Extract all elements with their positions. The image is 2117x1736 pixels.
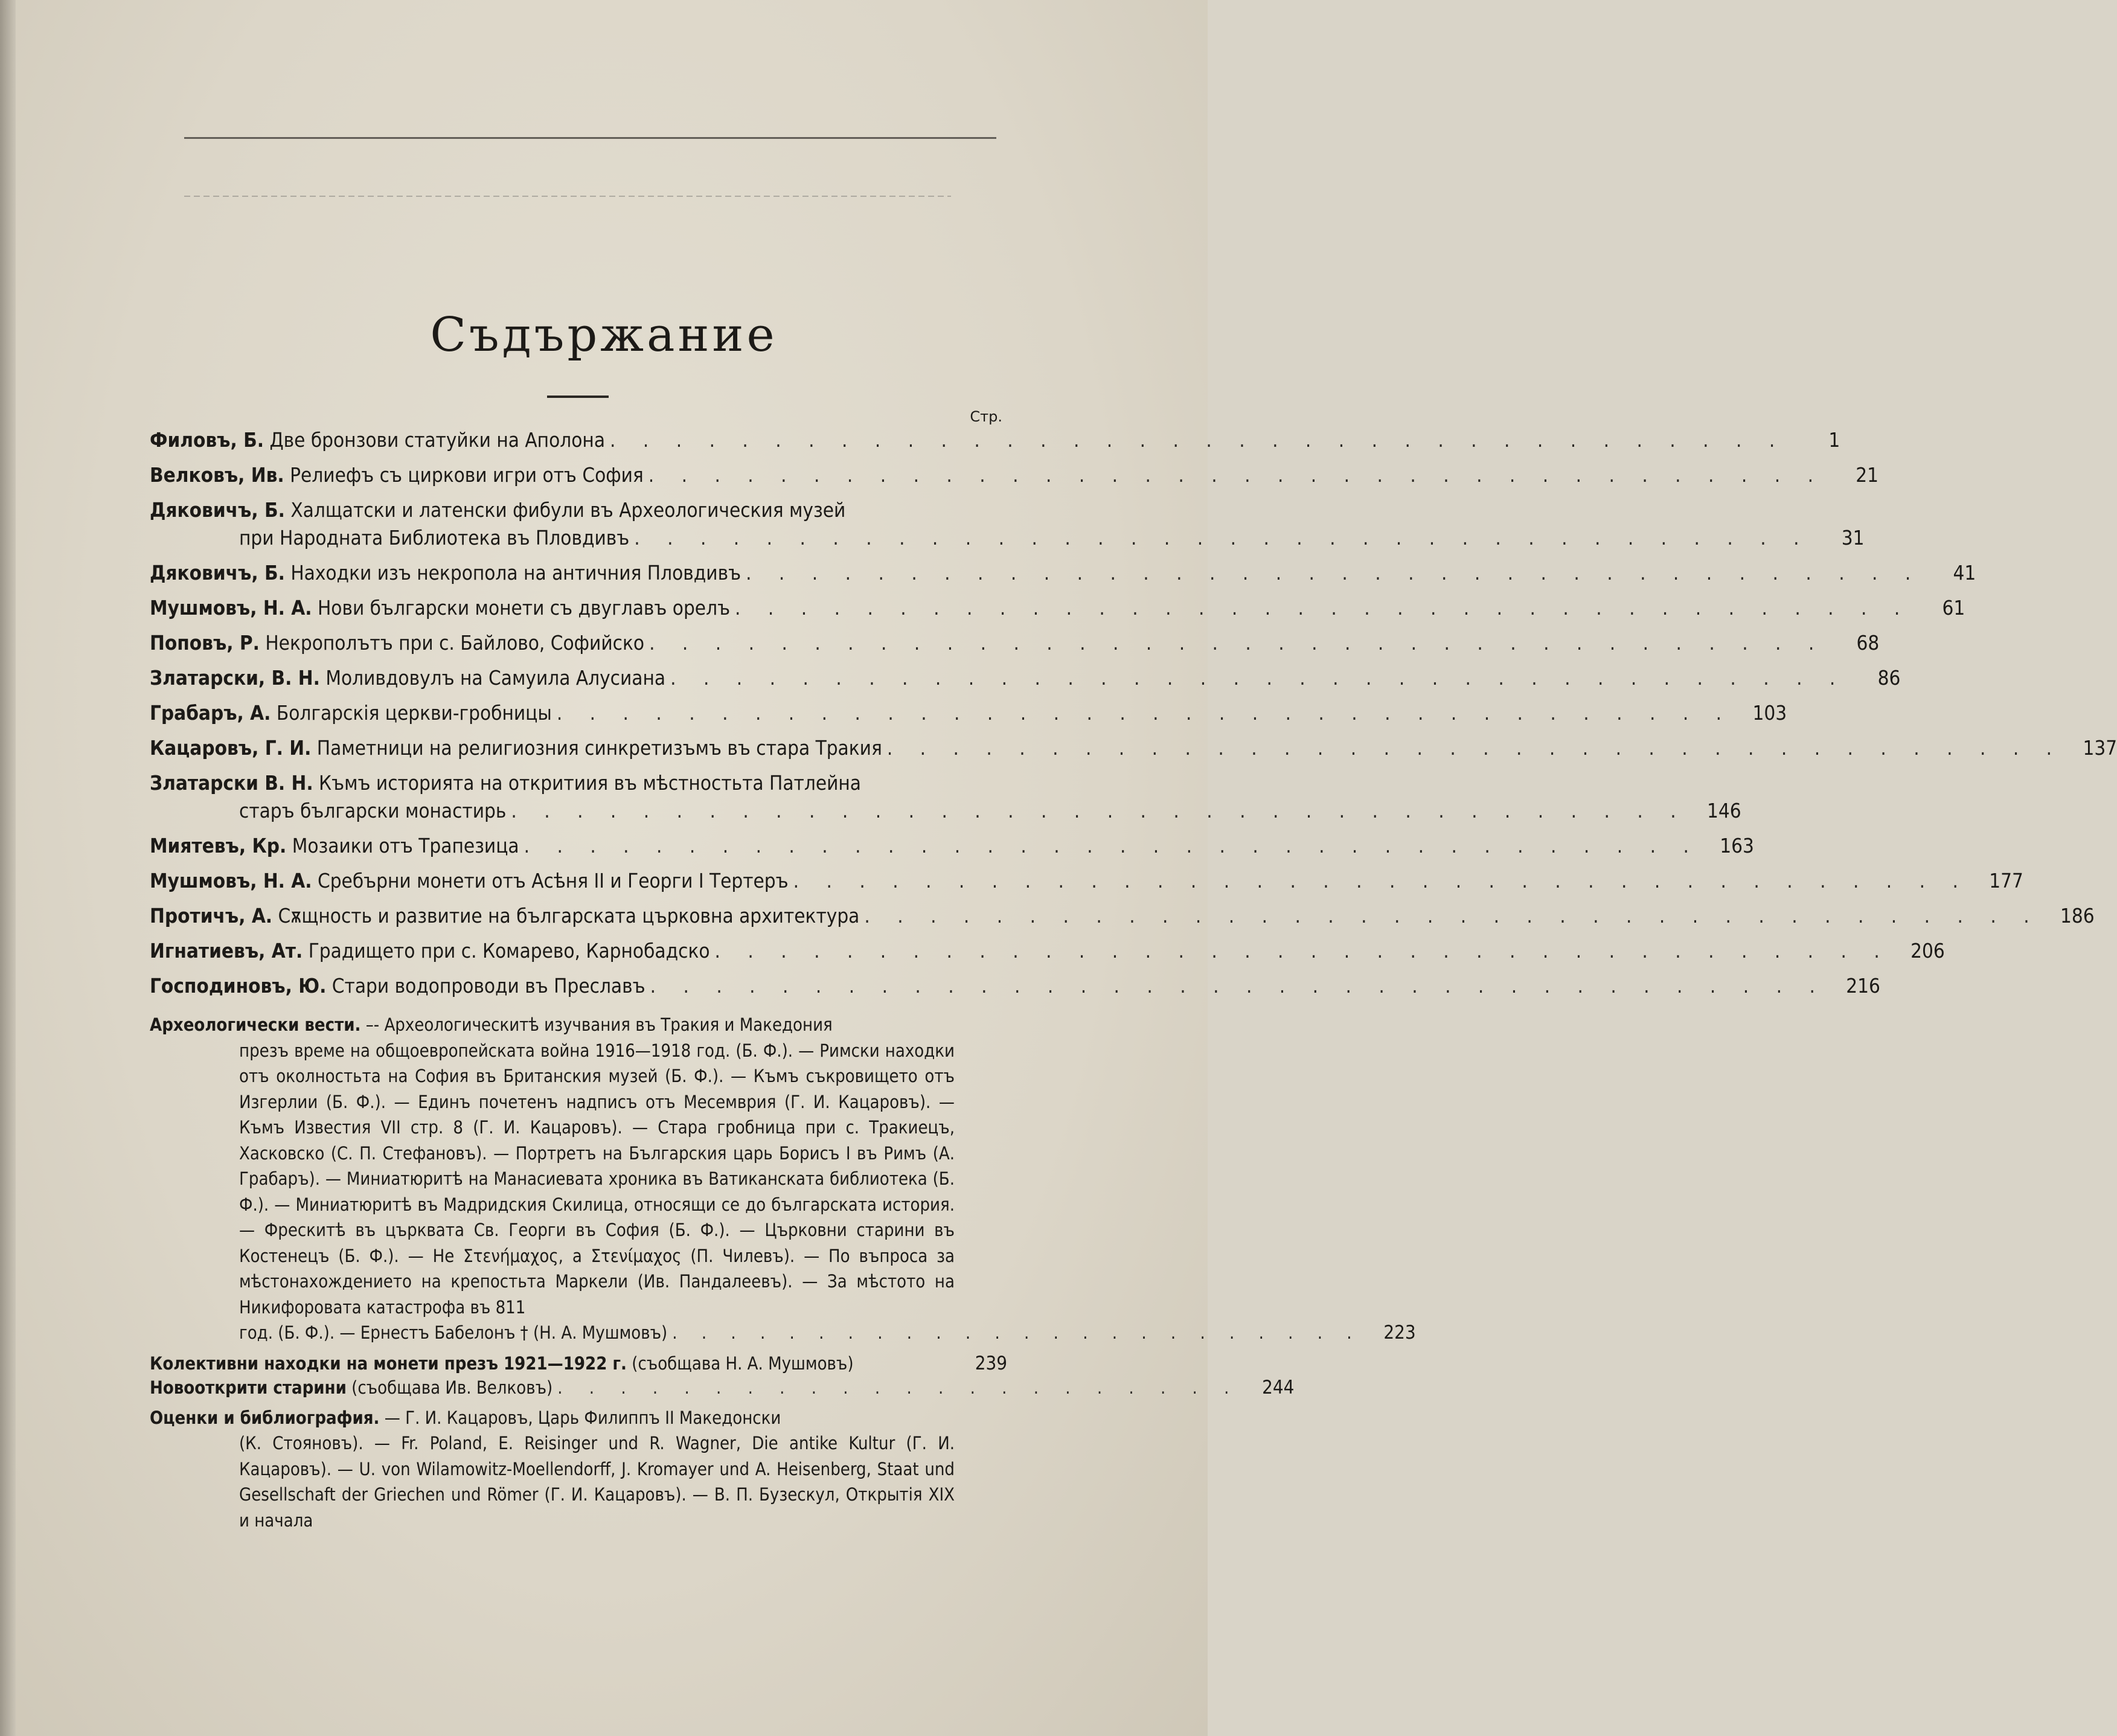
dot-leader: . . . . . . . . . . . . . . . . . . . . . . . . . . . . . . . . . . . . (714, 939, 1891, 962)
toc-entry (150, 559, 1976, 587)
news-first-line: –- Археологическитѣ изучвания въ Тракия и Македония (365, 1014, 833, 1035)
toc-author: Поповъ, Р. (150, 631, 260, 655)
dot-leader: . . . . . . . . . . . . . . . . . . . . . . . . . . . . . . . . . . . . (886, 736, 2063, 760)
page-column-label: Стр. (970, 408, 1002, 425)
dot-leader: . . . . . . . . . . . . . . . . . . . . . . . . . . . . . . . . . . . . (511, 799, 1687, 822)
toc-title-continued: старъ български монастирь (239, 799, 507, 822)
toc-entry (150, 461, 1879, 489)
toc-entry (150, 769, 1741, 825)
toc-title: Некрополътъ при с. Байлово, Софийско (265, 631, 645, 655)
toc-title: Нови български монети съ двуглавъ орелъ (317, 596, 731, 620)
toc-entry (150, 629, 1880, 657)
toc-entry (150, 902, 2095, 930)
toc-title: Сѫщность и развитие на българската църковна архитектура (278, 904, 860, 927)
toc-entry (150, 664, 1901, 692)
news-section (150, 1012, 1416, 1346)
toc-title: Халщатски и латенски фибули въ Археологическия музей (290, 498, 846, 522)
toc-author: Дяковичъ, Б. (150, 498, 285, 522)
toc-entry (150, 937, 1945, 965)
entry-gap (150, 930, 1007, 937)
dot-leader: . . . . . . . . . . . . . . . . . . . . . . . . . . . . . . . . . . . . (735, 596, 1911, 620)
table-of-contents (150, 426, 2117, 1533)
entry-gap (150, 622, 1007, 629)
toc-page-number: 163 (1720, 834, 1754, 857)
toc-title: Моливдовулъ на Самуила Алусиана (325, 666, 666, 690)
toc-title: Къмъ историята на откритиия въ мѣстностьта Патлейна (319, 771, 861, 795)
toc-author: Мушмовъ, Н. А. (150, 596, 312, 620)
entry-gap (150, 762, 1007, 769)
toc-page-number: 21 (1856, 463, 1879, 487)
dot-leader: . . . . . . . . . . . . . . . . . . . . . . . . . . . . . . . . . . . . (650, 974, 1826, 998)
finds-entry (150, 1374, 1295, 1401)
header-rule-faint (184, 196, 951, 197)
entry-gap (150, 825, 1007, 832)
entry-gap (150, 727, 1007, 734)
toc-author: Дяковичъ, Б. (150, 561, 285, 585)
toc-author: Мушмовъ, Н. А. (150, 869, 312, 892)
news-page: 223 (1383, 1322, 1416, 1344)
entry-gap (150, 454, 1007, 461)
toc-author: Господиновъ, Ю. (150, 974, 327, 998)
dot-leader: . . . . . . . . . . . . . . . . . . . . . . . . . . . . . . . . . . . . (670, 666, 1846, 690)
toc-page-number: 68 (1856, 631, 1880, 655)
toc-page-number: 1 (1828, 428, 1840, 452)
dot-leader: . . . . . . . . . . . . . . . . . . . . . . . . (672, 1322, 1362, 1343)
toc-entry (150, 496, 1865, 552)
toc-entries (150, 426, 2117, 1007)
hoards-heading: Колективни находки на монети презъ 1921—1922 г. (150, 1353, 627, 1374)
toc-page-number: 216 (1846, 974, 1880, 998)
entry-gap (150, 965, 1007, 972)
toc-page-number: 206 (1910, 939, 1945, 962)
entry-gap (150, 657, 1007, 664)
finds-note: (съобщава Ив. Велковъ) (351, 1377, 553, 1398)
news-body: презъ време на общоевропейската война 1916—1918 год. (Б. Ф.). — Римски находки отъ околностьта на София въ Британския музей (Б. Ф.). — Къмъ съкровището отъ Изгерлии (Б. Ф.). — Единъ почетенъ надписъ отъ Месемврия (Г. И. Кацаровъ). — Къмъ Известия VII стр. 8 (Г. И. Кацаровъ). — Стара гробница при с. Тракиецъ, Хасковско (С. П. Стефановъ). — Портретъ на Българския царь Борисъ I въ Римъ (А. Грабаръ). — Миниатюритѣ на Манасиевата хроника въ Ватиканската библиотека (Б. Ф.). — Миниатюритѣ въ Мадридския Скилица, относящи се до българската история. — Фрескитѣ въ църквата Св. Георги въ София (Б. Ф.). — Църковни старини въ Костенецъ (Б. Ф.). — Не Στενήμαχος, а Στενίμαχος (П. Чилевъ). — По въпроса за мѣстонахождението на крепостьта Маркели (Ив. Пандалеевъ). — За мѣстото на Никифоровата катастрофа въ 811 (239, 1040, 955, 1318)
toc-page-number: 146 (1706, 799, 1741, 822)
toc-entry (150, 832, 1754, 860)
entry-gap (150, 552, 1007, 559)
toc-title: Мозаики отъ Трапезица (292, 834, 519, 857)
toc-author: Кацаровъ, Г. И. (150, 736, 312, 760)
toc-author: Игнатиевъ, Ат. (150, 939, 303, 962)
news-last-line: год. (Б. Ф.). — Ернестъ Бабелонъ † (Н. А. Мушмовъ) (239, 1322, 668, 1343)
entry-gap (150, 860, 1007, 867)
toc-page-number: 86 (1877, 666, 1901, 690)
hoards-page: 239 (975, 1352, 1007, 1374)
toc-title-continued: при Народната Библиотека въ Пловдивъ (239, 526, 630, 549)
toc-title: Релиефъ съ циркови игри отъ София (290, 463, 644, 487)
toc-title: Болгарскія церкви-гробницы (276, 701, 552, 725)
title-rule (547, 396, 609, 398)
toc-author: Филовъ, Б. (150, 428, 264, 452)
entry-gap (150, 489, 1007, 496)
toc-entry (150, 734, 2117, 762)
reviews-first-line: — Г. И. Кацаровъ, Царь Филиппъ II Македонски (384, 1407, 781, 1428)
reviews-heading: Оценки и библиография. (150, 1407, 380, 1428)
reviews-section (150, 1405, 1007, 1534)
toc-author: Грабаръ, А. (150, 701, 271, 725)
toc-author: Протичъ, А. (150, 904, 273, 927)
entry-gap (150, 1000, 1007, 1007)
dot-leader: . . . . . . . . . . . . . . . . . . . . . . (557, 1377, 1240, 1398)
news-heading: Археологически вести. (150, 1014, 361, 1035)
toc-title: Сребърни монети отъ Асѣня II и Георги I Тертеръ (317, 869, 789, 892)
dot-leader: . . . . . . . . . . . . . . . . . . . . . . . . . . . . . . . . . . . . (746, 561, 1922, 585)
page-edge-shadow (0, 0, 16, 1736)
toc-author: Миятевъ, Кр. (150, 834, 287, 857)
reviews-body: (К. Стояновъ). — Fr. Poland, E. Reisinger und R. Wagner, Die antike Kultur (Г. И. Кацаровъ). — U. von Wilamowitz-Moellendorff, J. Kromayer und A. Heisenberg, Staat und Gesellschaft der Griechen und Römer (Г. И. Кацаровъ). — В. П. Бузескул, Открытія XIX и начала (239, 1433, 955, 1531)
toc-title: Градището при с. Комарево, Карнобадско (308, 939, 710, 962)
toc-page-number: 186 (2060, 904, 2095, 927)
toc-page-number: 61 (1942, 596, 1965, 620)
entry-gap (150, 895, 1007, 902)
toc-page-number: 103 (1752, 701, 1787, 725)
page-title: Съдържание (430, 308, 778, 362)
toc-page-number: 177 (1989, 869, 2023, 892)
toc-page-number: 41 (1953, 561, 1976, 585)
hoards-note: (съобщава Н. А. Мушмовъ) (632, 1353, 854, 1374)
toc-entry (150, 699, 1787, 727)
dot-leader: . . . . . . . . . . . . . . . . . . . . . . . . . . . . . . . . . . . . (524, 834, 1700, 857)
dot-leader: . . . . . . . . . . . . . . . . . . . . . . . . . . . . . . . . . . . . (793, 869, 1969, 892)
toc-author: Златарски В. Н. (150, 771, 313, 795)
entry-gap (150, 692, 1007, 699)
finds-page: 244 (1262, 1376, 1295, 1398)
toc-title: Находки изъ некропола на античния Пловдивъ (290, 561, 741, 585)
toc-entry (150, 426, 1840, 454)
dot-leader: . . . . . . . . . . . . . . . . . . . . . . . . . . . . . . . . . . . . (649, 631, 1825, 655)
dot-leader: . . . . . . . . . . . . . . . . . . . . . . . . . . . . . . . . . . . . (610, 428, 1786, 452)
toc-title: Стари водопроводи въ Преславъ (331, 974, 645, 998)
toc-entry (150, 972, 1880, 1000)
finds-heading: Новооткрити старини (150, 1377, 347, 1398)
toc-page-number: 137 (2083, 736, 2117, 760)
dot-leader: . . . . . . . . . . . . . . . . . . . . . . . . . . . . . . . . . . . . (556, 701, 1733, 725)
entry-gap (150, 587, 1007, 594)
toc-author: Велковъ, Ив. (150, 463, 284, 487)
toc-entry (150, 594, 1965, 622)
toc-author: Златарски, В. Н. (150, 666, 320, 690)
dot-leader: . . . . . . . . . . . . . . . . . . . . . . . . . . . . . . . . . . . . (634, 526, 1810, 549)
toc-entry (150, 867, 2023, 895)
toc-title: Паметници на религиозния синкретизъмъ въ стара Тракия (316, 736, 882, 760)
dot-leader: . . . . . . . . . . . . . . . . . . . . . . . . . . . . . . . . . . . . (648, 463, 1825, 487)
toc-page-number: 31 (1841, 526, 1865, 549)
toc-title: Две бронзови статуйки на Аполона (269, 428, 606, 452)
dot-leader: . . . . . . . . . . . . . . . . . . . . . . . . . . . . . . . . . . . . (864, 904, 2040, 927)
header-rule (184, 137, 996, 139)
